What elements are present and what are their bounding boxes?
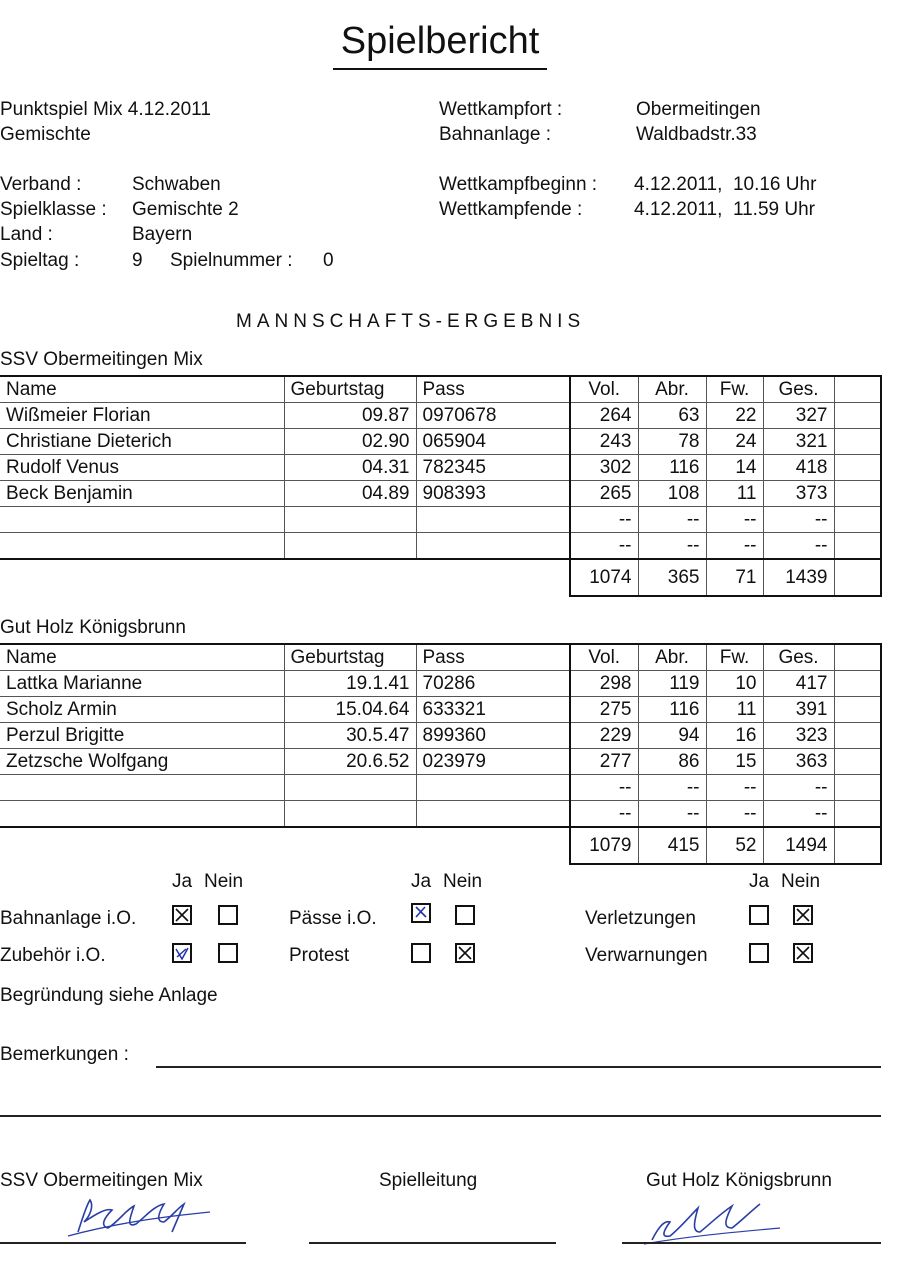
player-ges: 418 [763,455,834,481]
player-birth [284,533,416,560]
signature-away-line[interactable] [622,1242,881,1244]
col-fw-header: Fw. [706,376,763,403]
ort-label: Wettkampfort : [439,99,563,120]
check-cross-icon [457,945,473,961]
player-name: Christiane Dieterich [0,429,284,455]
spielklasse-value: Gemischte 2 [132,199,239,220]
player-birth [284,775,416,801]
empty-cell [834,455,881,481]
player-pass [416,801,570,828]
player-birth: 09.87 [284,403,416,429]
team-1-table [0,375,882,597]
ja-heading-2: Ja [411,871,432,892]
col-vol-header: Vol. [570,644,638,671]
player-fw: -- [706,775,763,801]
player-birth: 30.5.47 [284,723,416,749]
verletzungen-ja-checkbox[interactable] [749,905,769,925]
signature-leitung-line[interactable] [309,1242,556,1244]
player-birth: 20.6.52 [284,749,416,775]
table-row [0,775,881,801]
empty-cell [0,827,284,864]
table-row [0,533,881,560]
nein-heading-2: Nein [443,871,483,892]
total-abr: 415 [638,827,706,864]
player-fw: 14 [706,455,763,481]
nein-heading-1: Nein [204,871,244,892]
player-pass: 023979 [416,749,570,775]
match-category: Gemischte [0,124,91,145]
table-row [0,671,881,697]
player-vol: 302 [570,455,638,481]
team-2-table [0,643,882,865]
player-birth: 02.90 [284,429,416,455]
player-vol: 265 [570,481,638,507]
check-cross-icon [795,907,811,923]
verband-label: Verband : [0,174,82,195]
total-fw: 52 [706,827,763,864]
team-2-name: Gut Holz Königsbrunn [0,617,186,638]
player-abr: 116 [638,455,706,481]
player-ges: 391 [763,697,834,723]
empty-cell [834,775,881,801]
empty-cell [834,481,881,507]
player-vol: -- [570,775,638,801]
protest-label: Protest [289,945,350,966]
player-ges: 327 [763,403,834,429]
empty-cell [416,827,570,864]
bemerkungen-line-2[interactable] [0,1115,881,1117]
col-fw-header: Fw. [706,644,763,671]
player-name: Rudolf Venus [0,455,284,481]
bahnanlage-label: Bahnanlage i.O. [0,908,137,929]
player-fw: -- [706,507,763,533]
zubehoer-label: Zubehör i.O. [0,945,106,966]
player-abr: 116 [638,697,706,723]
player-name: Wißmeier Florian [0,403,284,429]
player-ges: -- [763,533,834,560]
ja-heading-1: Ja [172,871,193,892]
check-cross-icon [795,945,811,961]
empty-cell [284,827,416,864]
team-1-name: SSV Obermeitingen Mix [0,349,203,370]
section-title: MANNSCHAFTS-ERGEBNIS [236,311,586,332]
empty-cell [834,827,881,864]
col-abr-header: Abr. [638,376,706,403]
empty-cell [834,376,881,403]
col-vol-header: Vol. [570,376,638,403]
table-row [0,723,881,749]
player-name [0,801,284,828]
match-title: Punktspiel Mix 4.12.2011 [0,99,211,120]
total-ges: 1494 [763,827,834,864]
signature-home-line[interactable] [0,1242,246,1244]
verband-value: Schwaben [132,174,221,195]
player-vol: 298 [570,671,638,697]
paesse-label: Pässe i.O. [289,908,377,929]
player-ges: 323 [763,723,834,749]
page-title: Spielbericht [340,20,540,62]
player-vol: -- [570,801,638,828]
player-birth: 04.31 [284,455,416,481]
player-name: Beck Benjamin [0,481,284,507]
player-name [0,507,284,533]
player-ges: 321 [763,429,834,455]
zubehoer-ja-checkbox[interactable] [172,943,192,963]
player-abr: 63 [638,403,706,429]
check-cross-icon [413,905,429,921]
nein-heading-3: Nein [781,871,821,892]
zubehoer-nein-checkbox[interactable] [218,943,238,963]
empty-cell [834,429,881,455]
table-row [0,429,881,455]
player-name [0,775,284,801]
player-pass: 70286 [416,671,570,697]
total-ges: 1439 [763,559,834,596]
player-vol: -- [570,507,638,533]
totals-row [0,559,881,596]
player-vol: 277 [570,749,638,775]
player-pass: 899360 [416,723,570,749]
col-name-header: Name [0,376,284,403]
player-vol: 275 [570,697,638,723]
player-ges: -- [763,801,834,828]
spieltag-value: 9 [132,250,143,271]
empty-cell [284,559,416,596]
paesse-nein-checkbox[interactable] [455,905,475,925]
signature-leitung-label: Spielleitung [379,1170,478,1191]
player-ges: -- [763,507,834,533]
table-row [0,403,881,429]
total-vol: 1074 [570,559,638,596]
empty-cell [834,559,881,596]
empty-cell [834,697,881,723]
player-pass [416,507,570,533]
player-birth: 19.1.41 [284,671,416,697]
empty-cell [834,749,881,775]
table-row [0,481,881,507]
beginn-value: 4.12.2011, 10.16 Uhr [634,174,817,195]
player-birth [284,801,416,828]
player-abr: 94 [638,723,706,749]
player-abr: -- [638,507,706,533]
player-fw: 10 [706,671,763,697]
ort-value: Obermeitingen [636,99,761,120]
total-abr: 365 [638,559,706,596]
empty-cell [834,533,881,560]
player-ges: -- [763,775,834,801]
bemerkungen-line[interactable] [156,1066,881,1068]
player-pass: 065904 [416,429,570,455]
player-abr: -- [638,533,706,560]
player-pass [416,533,570,560]
empty-cell [834,507,881,533]
spieltag-label: Spieltag : [0,250,80,271]
player-ges: 417 [763,671,834,697]
player-pass: 0970678 [416,403,570,429]
signature-home-label: SSV Obermeitingen Mix [0,1170,203,1191]
player-abr: -- [638,801,706,828]
verwarnungen-nein-checkbox[interactable] [793,943,813,963]
player-fw: 22 [706,403,763,429]
empty-cell [834,403,881,429]
bemerkungen-label: Bemerkungen : [0,1044,129,1065]
table-header-row [0,644,881,671]
player-fw: 11 [706,697,763,723]
col-abr-header: Abr. [638,644,706,671]
player-abr: 119 [638,671,706,697]
protest-ja-checkbox[interactable] [411,943,431,963]
player-name: Perzul Brigitte [0,723,284,749]
empty-cell [416,559,570,596]
land-label: Land : [0,224,53,245]
verletzungen-nein-checkbox[interactable] [793,905,813,925]
check-cross-icon [174,945,190,961]
col-name-header: Name [0,644,284,671]
ende-label: Wettkampfende : [439,199,583,220]
table-row [0,455,881,481]
land-value: Bayern [132,224,193,245]
player-pass: 908393 [416,481,570,507]
table-row [0,801,881,828]
player-fw: 24 [706,429,763,455]
signature-home-scribble [60,1192,240,1242]
verletzungen-label: Verletzungen [585,908,696,929]
col-ges-header: Ges. [763,376,834,403]
col-geburtstag-header: Geburtstag [284,644,416,671]
table-row [0,507,881,533]
player-fw: 16 [706,723,763,749]
signature-away-scribble [640,1198,790,1246]
title-underline [333,68,547,70]
empty-cell [834,671,881,697]
player-birth: 15.04.64 [284,697,416,723]
bahnanlage-ja-checkbox[interactable] [172,905,192,925]
player-vol: 229 [570,723,638,749]
spielnummer-value: 0 [323,250,334,271]
player-pass: 782345 [416,455,570,481]
player-fw: 15 [706,749,763,775]
player-vol: -- [570,533,638,560]
player-fw: -- [706,533,763,560]
player-abr: -- [638,775,706,801]
player-abr: 86 [638,749,706,775]
empty-cell [0,559,284,596]
signature-away-label: Gut Holz Königsbrunn [646,1170,832,1191]
verwarnungen-ja-checkbox[interactable] [749,943,769,963]
total-fw: 71 [706,559,763,596]
protest-nein-checkbox[interactable] [455,943,475,963]
bahn-value: Waldbadstr.33 [636,124,757,145]
player-pass [416,775,570,801]
player-abr: 78 [638,429,706,455]
player-vol: 264 [570,403,638,429]
bahnanlage-nein-checkbox[interactable] [218,905,238,925]
check-cross-icon [174,907,190,923]
player-ges: 363 [763,749,834,775]
player-name: Zetzsche Wolfgang [0,749,284,775]
player-name: Scholz Armin [0,697,284,723]
beginn-label: Wettkampfbeginn : [439,174,598,195]
verwarnungen-label: Verwarnungen [585,945,708,966]
ja-heading-3: Ja [749,871,770,892]
col-pass-header: Pass [416,644,570,671]
col-pass-header: Pass [416,376,570,403]
player-vol: 243 [570,429,638,455]
player-fw: -- [706,801,763,828]
totals-row [0,827,881,864]
player-ges: 373 [763,481,834,507]
player-birth: 04.89 [284,481,416,507]
col-geburtstag-header: Geburtstag [284,376,416,403]
player-birth [284,507,416,533]
table-header-row [0,376,881,403]
table-row [0,697,881,723]
player-name: Lattka Marianne [0,671,284,697]
player-name [0,533,284,560]
empty-cell [834,801,881,828]
player-pass: 633321 [416,697,570,723]
empty-cell [834,723,881,749]
col-ges-header: Ges. [763,644,834,671]
table-row [0,749,881,775]
player-abr: 108 [638,481,706,507]
ende-value: 4.12.2011, 11.59 Uhr [634,199,815,220]
spielnummer-label: Spielnummer : [170,250,293,271]
paesse-ja-checkbox[interactable] [411,903,431,923]
total-vol: 1079 [570,827,638,864]
begruendung-text: Begründung siehe Anlage [0,985,218,1006]
player-fw: 11 [706,481,763,507]
bahn-label: Bahnanlage : [439,124,551,145]
empty-cell [834,644,881,671]
spielklasse-label: Spielklasse : [0,199,107,220]
